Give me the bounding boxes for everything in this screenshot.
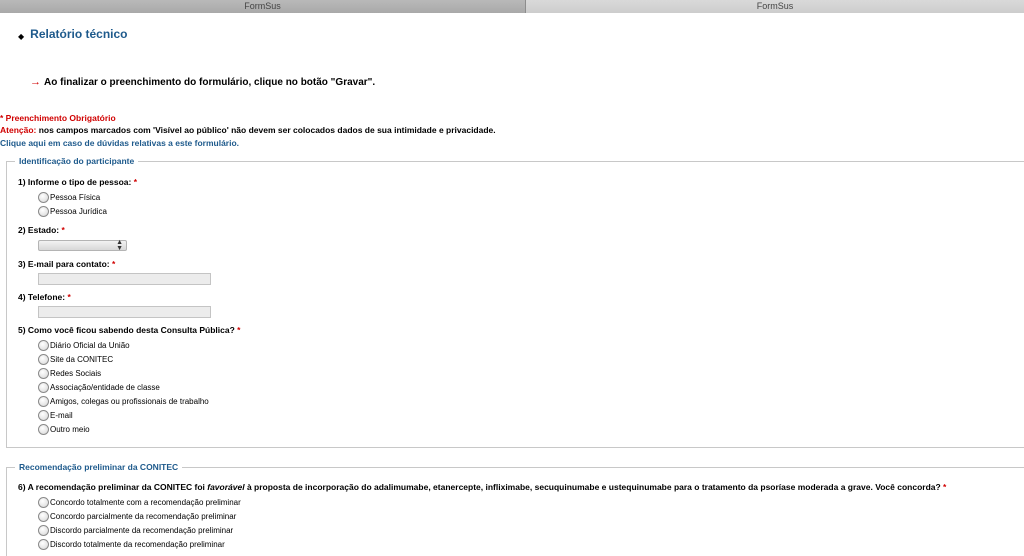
section-participant-legend: Identificação do participante: [19, 156, 135, 166]
radio-button[interactable]: [38, 497, 49, 508]
question-4-label: [18, 292, 71, 302]
radio-redes-sociais[interactable]: [38, 368, 101, 379]
q6-text-em: favorável: [207, 482, 245, 492]
radio-button[interactable]: [38, 539, 49, 550]
option-label: Associação/entidade de classe: [50, 383, 160, 392]
right-arrow-icon: →: [30, 76, 41, 88]
radio-pessoa-juridica[interactable]: [38, 206, 107, 217]
radio-diario-oficial[interactable]: [38, 340, 130, 351]
question-1-label: [18, 177, 137, 187]
option-label: Redes Sociais: [50, 369, 102, 378]
radio-discordo-totalmente[interactable]: [38, 539, 225, 550]
radio-button[interactable]: [38, 354, 49, 365]
option-label: E-mail: [50, 411, 73, 420]
radio-button[interactable]: [38, 424, 49, 435]
required-star: *: [131, 177, 138, 187]
email-field[interactable]: [38, 273, 211, 285]
page-title: Relatório técnico: [30, 27, 128, 41]
instruction-text: Ao finalizar o preenchimento do formulário, clique no botão "Gravar".: [44, 76, 376, 88]
radio-associacao[interactable]: [38, 382, 160, 393]
telefone-field[interactable]: [38, 306, 211, 318]
estado-select[interactable]: [38, 240, 127, 251]
radio-button[interactable]: [38, 410, 49, 421]
radio-amigos[interactable]: [38, 396, 209, 407]
required-star: *: [65, 292, 71, 302]
warning-text: nos campos marcados com 'Visível ao público' não devem ser colocados dados de sua intimidade e privacidade.: [36, 125, 496, 135]
browser-tab-1[interactable]: FormSus: [0, 0, 526, 13]
option-label: Concordo parcialmente da recomendação preliminar: [50, 512, 237, 521]
warning-label: Atenção:: [0, 125, 37, 135]
question-6-label: [18, 482, 946, 492]
q1-text: 1) Informe o tipo de pessoa:: [18, 177, 132, 187]
updown-caret-icon: ▲ ▼: [116, 239, 123, 252]
q2-text: 2) Estado:: [18, 225, 60, 235]
option-label: Discordo parcialmente da recomendação preliminar: [50, 526, 234, 535]
option-label: Outro meio: [50, 425, 90, 434]
option-label: Site da CONITEC: [50, 355, 114, 364]
required-star: *: [59, 225, 65, 235]
required-star: *: [234, 325, 241, 335]
radio-button[interactable]: [38, 206, 49, 217]
required-star: *: [109, 259, 116, 269]
required-star: *: [940, 482, 947, 492]
diamond-bullet-icon: ◆: [18, 31, 25, 41]
radio-button[interactable]: [38, 192, 49, 203]
required-note: * Preenchimento Obrigatório: [0, 113, 116, 123]
question-3-label: [18, 259, 115, 269]
q3-text: 3) E-mail para contato:: [18, 259, 110, 269]
privacy-warning: [0, 125, 496, 135]
radio-site-conitec[interactable]: [38, 354, 113, 365]
q6-text-b: à proposta de incorporação do adalimumabe, etanercepte, infliximabe, secuquinumabe e ustequinumabe para o tratamento da psoríase moderada a grave. Você concorda?: [244, 482, 941, 492]
radio-outro-meio[interactable]: [38, 424, 90, 435]
option-label: Concordo totalmente com a recomendação preliminar: [50, 498, 241, 507]
help-link[interactable]: Clique aqui em caso de dúvidas relativas a este formulário.: [0, 138, 240, 148]
radio-concordo-totalmente[interactable]: [38, 497, 241, 508]
browser-tab-2[interactable]: FormSus: [526, 0, 1024, 13]
page-heading: [18, 27, 128, 41]
question-2-label: [18, 225, 65, 235]
section-recommendation-legend: Recomendação preliminar da CONITEC: [19, 462, 179, 472]
option-label: Discordo totalmente da recomendação preliminar: [50, 540, 225, 549]
radio-concordo-parcialmente[interactable]: [38, 511, 236, 522]
radio-email[interactable]: [38, 410, 73, 421]
question-5-label: [18, 325, 240, 335]
radio-button[interactable]: [38, 382, 49, 393]
option-label: Amigos, colegas ou profissionais de trabalho: [50, 397, 209, 406]
q6-text-a: 6) A recomendação preliminar da CONITEC foi: [18, 482, 208, 492]
radio-discordo-parcialmente[interactable]: [38, 525, 233, 536]
browser-tab-bar: [0, 0, 1024, 13]
option-label: Diário Oficial da União: [50, 341, 130, 350]
radio-button[interactable]: [38, 340, 49, 351]
option-label: Pessoa Física: [50, 193, 101, 202]
instruction-line: [30, 76, 375, 88]
q5-text: 5) Como você ficou sabendo desta Consulta Pública?: [18, 325, 235, 335]
radio-button[interactable]: [38, 525, 49, 536]
radio-pessoa-fisica[interactable]: [38, 192, 100, 203]
radio-button[interactable]: [38, 511, 49, 522]
radio-button[interactable]: [38, 396, 49, 407]
option-label: Pessoa Jurídica: [50, 207, 107, 216]
radio-button[interactable]: [38, 368, 49, 379]
q4-text: 4) Telefone:: [18, 292, 66, 302]
